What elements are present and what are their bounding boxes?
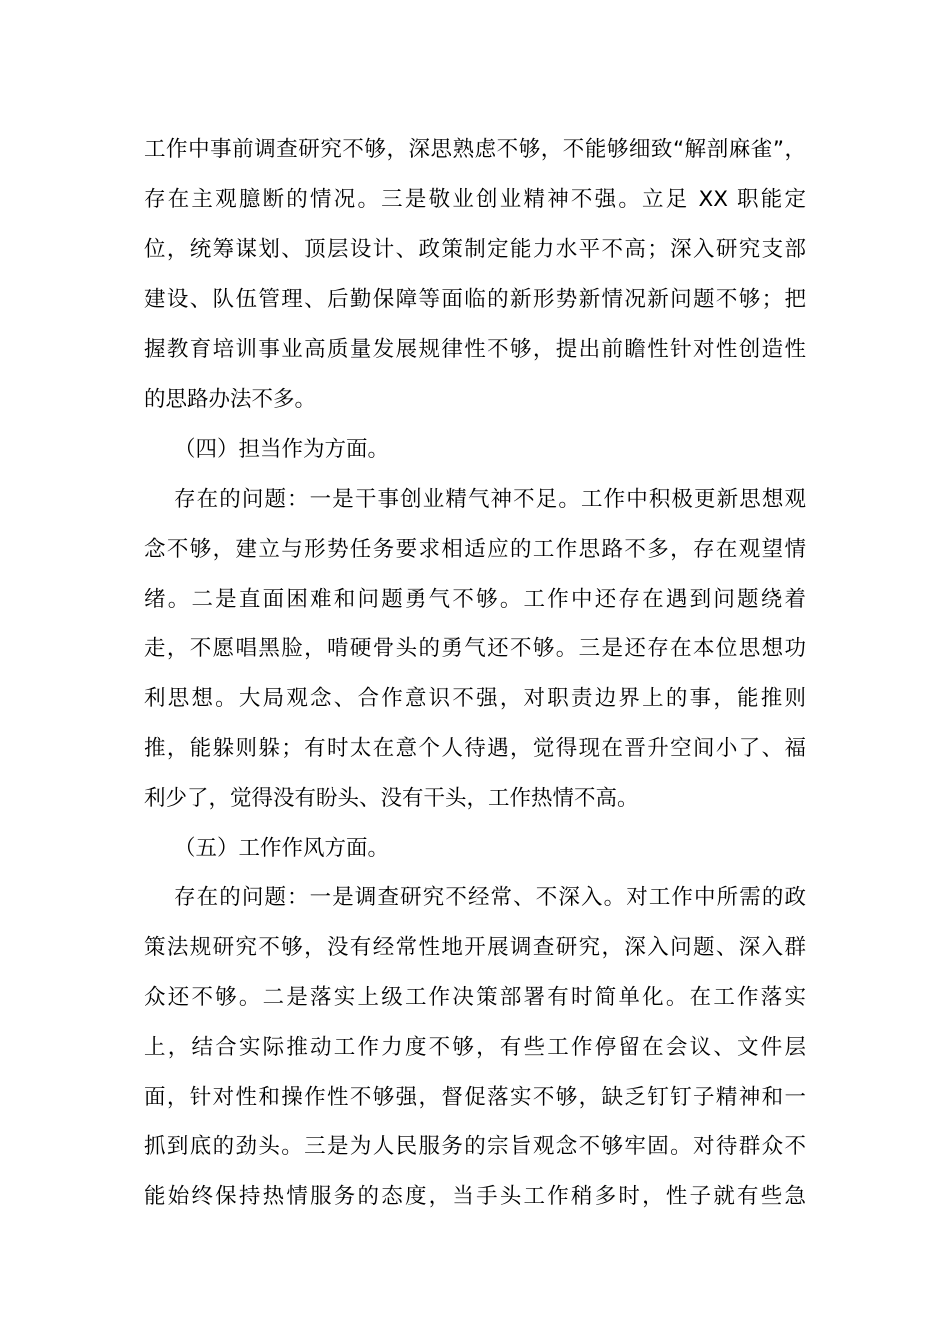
text-line: 众还不够。二是落实上级工作决策部署有时简单化。在工作落实 <box>144 985 806 1010</box>
text-line: 策法规研究不够，没有经常性地开展调查研究，深入问题、深入群 <box>144 935 806 960</box>
text-line: 推，能躲则躲；有时太在意个人待遇，觉得现在晋升空间小了、福 <box>144 736 806 761</box>
text-line: 抓到底的劲头。三是为人民服务的宗旨观念不够牢固。对待群众不 <box>144 1134 806 1159</box>
text-line: 念不够，建立与形势任务要求相适应的工作思路不多，存在观望情 <box>144 537 806 562</box>
text-line: 存在的问题：一是干事创业精气神不足。工作中积极更新思想观 <box>174 487 806 512</box>
text-line: 工作中事前调查研究不够，深思熟虑不够，不能够细致“解剖麻雀”， <box>144 137 806 162</box>
section-heading-4: （四）担当作为方面。 <box>174 437 390 462</box>
text-line: 建设、队伍管理、后勤保障等面临的新形势新情况新问题不够；把 <box>144 287 806 312</box>
text-line: 的思路办法不多。 <box>144 387 317 412</box>
text-line: 存在主观臆断的情况。三是敬业创业精神不强。立足 XX 职能定 <box>144 187 806 212</box>
text-line: 走，不愿唱黑脸，啃硬骨头的勇气还不够。三是还存在本位思想功 <box>144 636 806 661</box>
section-heading-5: （五）工作作风方面。 <box>174 836 390 861</box>
text-line: 绪。二是直面困难和问题勇气不够。工作中还存在遇到问题绕着 <box>144 587 806 612</box>
text-line: 位，统筹谋划、顶层设计、政策制定能力水平不高；深入研究支部 <box>144 237 806 262</box>
text-line: 面，针对性和操作性不够强，督促落实不够，缺乏钉钉子精神和一 <box>144 1085 806 1110</box>
text-line: 能始终保持热情服务的态度，当手头工作稍多时，性子就有些急 <box>144 1184 806 1209</box>
text-line: 握教育培训事业高质量发展规律性不够，提出前瞻性针对性创造性 <box>144 337 806 362</box>
text-line: 存在的问题：一是调查研究不经常、不深入。对工作中所需的政 <box>174 885 806 910</box>
text-line: 利少了，觉得没有盼头、没有干头，工作热情不高。 <box>144 786 639 811</box>
text-line: 利思想。大局观念、合作意识不强，对职责边界上的事，能推则 <box>144 686 806 711</box>
text-line: 上，结合实际推动工作力度不够，有些工作停留在会议、文件层 <box>144 1035 806 1060</box>
